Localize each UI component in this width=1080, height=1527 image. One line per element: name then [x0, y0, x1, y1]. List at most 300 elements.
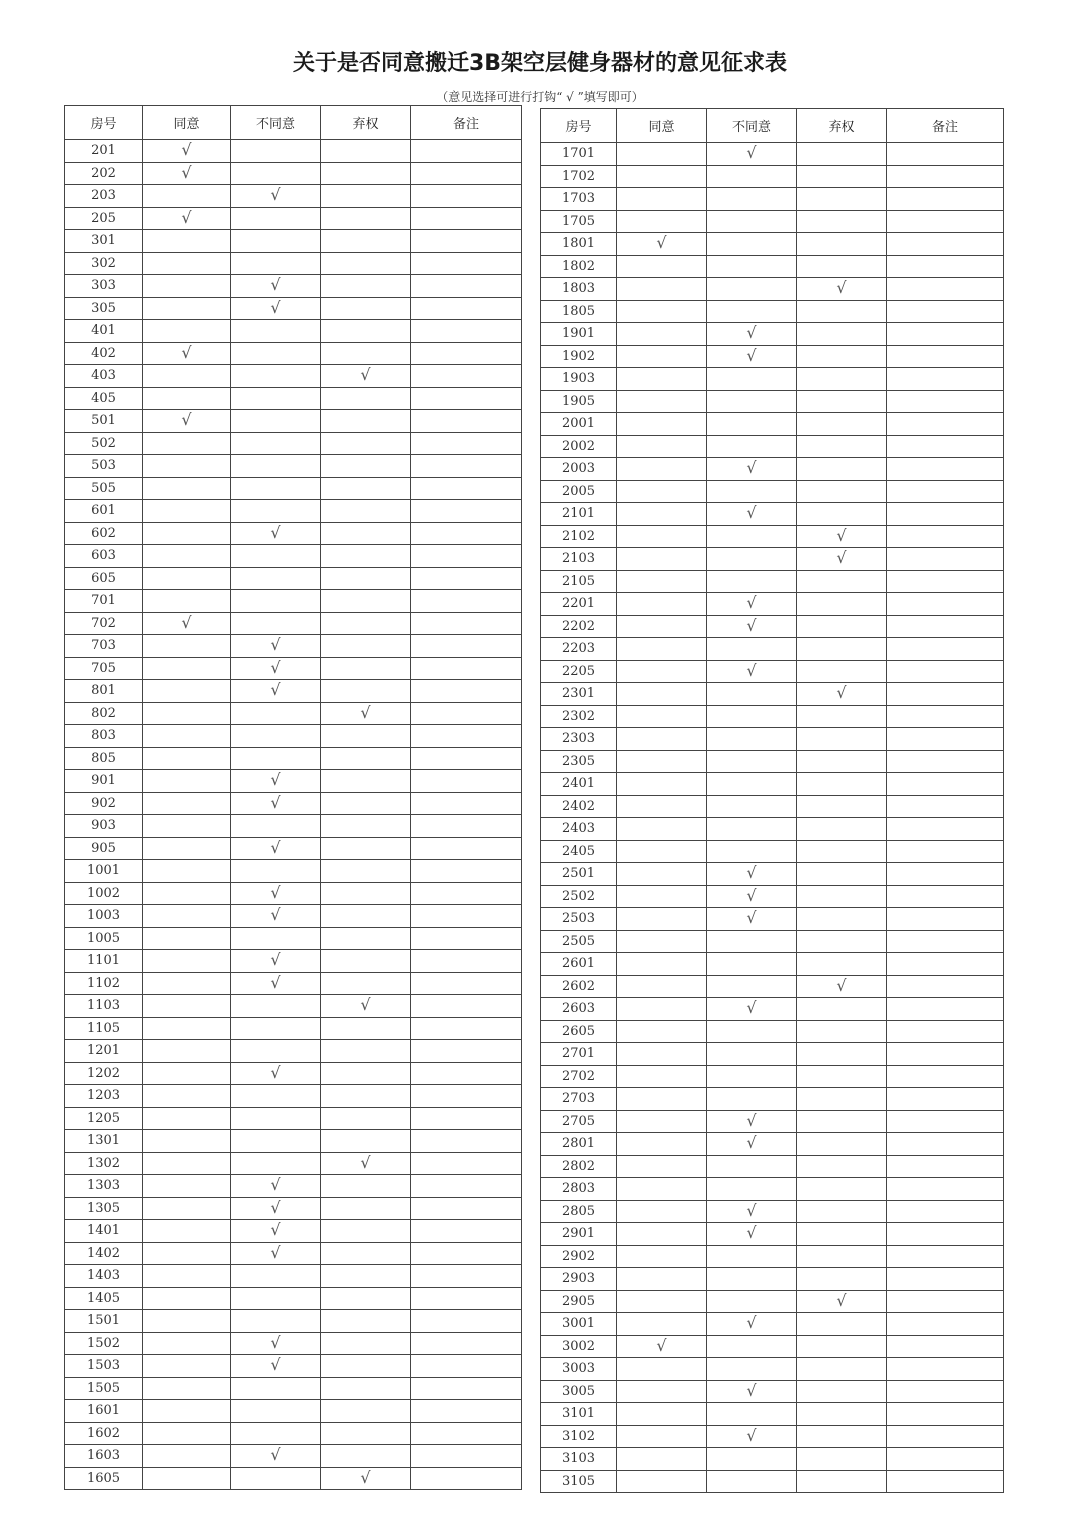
- remarks-cell: [411, 1242, 522, 1265]
- agree-cell: [143, 1265, 231, 1288]
- agree-cell: [143, 1017, 231, 1040]
- disagree-cell: [707, 908, 797, 931]
- table-row: [541, 323, 1004, 346]
- room-number-cell: 801: [65, 680, 143, 703]
- disagree-cell: [707, 435, 797, 458]
- remarks-cell: [887, 300, 1004, 323]
- agree-cell: [143, 927, 231, 950]
- check-mark-icon: √: [746, 458, 757, 478]
- abstain-cell: [797, 975, 887, 998]
- abstain-cell: [797, 278, 887, 301]
- header-disagree: 不同意: [231, 106, 321, 140]
- remarks-cell: [411, 1445, 522, 1468]
- abstain-cell: [797, 548, 887, 571]
- remarks-cell: [887, 188, 1004, 211]
- agree-cell: [617, 683, 707, 706]
- disagree-cell: [231, 320, 321, 343]
- table-row: [65, 365, 522, 388]
- remarks-cell: [411, 1175, 522, 1198]
- abstain-cell: [797, 1065, 887, 1088]
- abstain-cell: [321, 477, 411, 500]
- remarks-cell: [887, 233, 1004, 256]
- header-row: [541, 109, 1004, 143]
- abstain-cell: [797, 953, 887, 976]
- room-number-cell: 203: [65, 185, 143, 208]
- agree-cell: [617, 975, 707, 998]
- table-row: [541, 863, 1004, 886]
- remarks-cell: [887, 773, 1004, 796]
- disagree-cell: [707, 1245, 797, 1268]
- header-disagree: 不同意: [707, 109, 797, 143]
- agree-cell: [617, 480, 707, 503]
- abstain-cell: [321, 275, 411, 298]
- room-number-cell: 2802: [541, 1155, 617, 1178]
- remarks-cell: [411, 635, 522, 658]
- check-mark-icon: √: [656, 1335, 667, 1355]
- remarks-cell: [887, 255, 1004, 278]
- remarks-cell: [887, 390, 1004, 413]
- disagree-cell: [707, 593, 797, 616]
- table-row: [541, 255, 1004, 278]
- abstain-cell: [321, 680, 411, 703]
- table-row: [541, 188, 1004, 211]
- abstain-cell: [321, 725, 411, 748]
- remarks-cell: [411, 567, 522, 590]
- abstain-cell: [321, 297, 411, 320]
- remarks-cell: [887, 1358, 1004, 1381]
- room-number-cell: 301: [65, 230, 143, 253]
- remarks-cell: [887, 480, 1004, 503]
- table-row: [65, 612, 522, 635]
- abstain-cell: [321, 905, 411, 928]
- check-mark-icon: √: [270, 657, 281, 677]
- abstain-cell: [797, 930, 887, 953]
- table-row: [65, 432, 522, 455]
- abstain-cell: [797, 638, 887, 661]
- disagree-cell: [707, 683, 797, 706]
- agree-cell: [617, 233, 707, 256]
- agree-cell: [617, 458, 707, 481]
- check-mark-icon: √: [746, 143, 757, 163]
- disagree-cell: [231, 725, 321, 748]
- agree-cell: [617, 1448, 707, 1471]
- remarks-cell: [411, 1377, 522, 1400]
- table-row: [65, 905, 522, 928]
- agree-cell: [143, 387, 231, 410]
- disagree-cell: [231, 1085, 321, 1108]
- remarks-cell: [887, 165, 1004, 188]
- room-number-cell: 1102: [65, 972, 143, 995]
- room-number-cell: 1302: [65, 1152, 143, 1175]
- table-row: [65, 1062, 522, 1085]
- table-row: [65, 680, 522, 703]
- room-number-cell: 1202: [65, 1062, 143, 1085]
- agree-cell: [617, 953, 707, 976]
- check-mark-icon: √: [270, 297, 281, 317]
- agree-cell: [143, 567, 231, 590]
- agree-cell: [143, 950, 231, 973]
- agree-cell: [617, 660, 707, 683]
- disagree-cell: [231, 1242, 321, 1265]
- agree-cell: [617, 795, 707, 818]
- table-row: [541, 593, 1004, 616]
- room-number-cell: 2402: [541, 795, 617, 818]
- disagree-cell: [231, 1310, 321, 1333]
- room-number-cell: 802: [65, 702, 143, 725]
- room-number-cell: 3003: [541, 1358, 617, 1381]
- room-number-cell: 1705: [541, 210, 617, 233]
- disagree-cell: [231, 387, 321, 410]
- check-mark-icon: √: [270, 792, 281, 812]
- agree-cell: [143, 747, 231, 770]
- room-number-cell: 2003: [541, 458, 617, 481]
- table-row: [541, 1110, 1004, 1133]
- table-row: [541, 1335, 1004, 1358]
- remarks-cell: [887, 1178, 1004, 1201]
- agree-cell: [143, 1377, 231, 1400]
- abstain-cell: [797, 1425, 887, 1448]
- table-row: [541, 818, 1004, 841]
- abstain-cell: [321, 320, 411, 343]
- check-mark-icon: √: [746, 345, 757, 365]
- remarks-cell: [887, 1133, 1004, 1156]
- room-number-cell: 602: [65, 522, 143, 545]
- disagree-cell: [707, 503, 797, 526]
- abstain-cell: [797, 323, 887, 346]
- room-number-cell: 2001: [541, 413, 617, 436]
- table-row: [65, 792, 522, 815]
- disagree-cell: [707, 1133, 797, 1156]
- remarks-cell: [411, 162, 522, 185]
- agree-cell: [143, 882, 231, 905]
- table-row: [541, 300, 1004, 323]
- page-subtitle: （意见选择可进行打钩“ √ ”填写即可）: [436, 90, 644, 104]
- table-row: [541, 458, 1004, 481]
- room-number-cell: 2702: [541, 1065, 617, 1088]
- agree-cell: [617, 1268, 707, 1291]
- remarks-cell: [411, 410, 522, 433]
- remarks-cell: [887, 1223, 1004, 1246]
- abstain-cell: [321, 1422, 411, 1445]
- check-mark-icon: √: [270, 1220, 281, 1240]
- room-number-cell: 605: [65, 567, 143, 590]
- room-number-cell: 2502: [541, 885, 617, 908]
- remarks-cell: [411, 545, 522, 568]
- remarks-cell: [887, 548, 1004, 571]
- abstain-cell: [321, 995, 411, 1018]
- agree-cell: [143, 1220, 231, 1243]
- table-row: [541, 1448, 1004, 1471]
- remarks-cell: [887, 413, 1004, 436]
- disagree-cell: [231, 1197, 321, 1220]
- agree-cell: [617, 1223, 707, 1246]
- header-row: [65, 106, 522, 140]
- table-row: [65, 927, 522, 950]
- room-number-cell: 1603: [65, 1445, 143, 1468]
- table-row: [65, 590, 522, 613]
- abstain-cell: [321, 837, 411, 860]
- abstain-cell: [321, 657, 411, 680]
- room-number-cell: 1003: [65, 905, 143, 928]
- disagree-cell: [707, 413, 797, 436]
- disagree-cell: [707, 548, 797, 571]
- room-number-cell: 2403: [541, 818, 617, 841]
- disagree-cell: [707, 1335, 797, 1358]
- check-mark-icon: √: [270, 635, 281, 655]
- agree-cell: [143, 1287, 231, 1310]
- abstain-cell: [797, 1403, 887, 1426]
- room-number-cell: 905: [65, 837, 143, 860]
- disagree-cell: [707, 165, 797, 188]
- abstain-cell: [321, 590, 411, 613]
- room-number-cell: 2401: [541, 773, 617, 796]
- disagree-cell: [231, 545, 321, 568]
- abstain-cell: [797, 1335, 887, 1358]
- disagree-cell: [231, 950, 321, 973]
- room-number-cell: 1605: [65, 1467, 143, 1490]
- agree-cell: [617, 1200, 707, 1223]
- remarks-cell: [887, 908, 1004, 931]
- disagree-cell: [707, 570, 797, 593]
- header-remarks: 备注: [887, 109, 1004, 143]
- room-number-cell: 1303: [65, 1175, 143, 1198]
- agree-cell: [143, 230, 231, 253]
- disagree-cell: [707, 480, 797, 503]
- table-row: [65, 995, 522, 1018]
- remarks-cell: [887, 930, 1004, 953]
- remarks-cell: [887, 1448, 1004, 1471]
- agree-cell: [617, 278, 707, 301]
- agree-cell: [143, 1445, 231, 1468]
- check-mark-icon: √: [746, 1133, 757, 1153]
- table-row: [65, 342, 522, 365]
- abstain-cell: [321, 500, 411, 523]
- abstain-cell: [321, 567, 411, 590]
- room-number-cell: 1805: [541, 300, 617, 323]
- table-row: [541, 1358, 1004, 1381]
- remarks-cell: [411, 1130, 522, 1153]
- disagree-cell: [707, 728, 797, 751]
- abstain-cell: [797, 863, 887, 886]
- disagree-cell: [231, 1062, 321, 1085]
- abstain-cell: [797, 1155, 887, 1178]
- agree-cell: [143, 500, 231, 523]
- disagree-cell: [231, 207, 321, 230]
- disagree-cell: [707, 1448, 797, 1471]
- check-mark-icon: √: [181, 162, 192, 182]
- disagree-cell: [231, 275, 321, 298]
- disagree-cell: [231, 185, 321, 208]
- check-mark-icon: √: [836, 975, 847, 995]
- table-row: [541, 615, 1004, 638]
- table-row: [541, 278, 1004, 301]
- left-survey-table: [64, 105, 522, 1490]
- room-number-cell: 1702: [541, 165, 617, 188]
- agree-cell: [617, 345, 707, 368]
- table-row: [65, 387, 522, 410]
- disagree-cell: [231, 477, 321, 500]
- agree-cell: [617, 998, 707, 1021]
- room-number-cell: 603: [65, 545, 143, 568]
- remarks-cell: [887, 143, 1004, 166]
- abstain-cell: [797, 1200, 887, 1223]
- agree-cell: [143, 770, 231, 793]
- room-number-cell: 1503: [65, 1355, 143, 1378]
- disagree-cell: [707, 885, 797, 908]
- abstain-cell: [321, 702, 411, 725]
- remarks-cell: [411, 1062, 522, 1085]
- table-row: [541, 683, 1004, 706]
- check-mark-icon: √: [746, 1425, 757, 1445]
- remarks-cell: [887, 593, 1004, 616]
- remarks-cell: [411, 815, 522, 838]
- room-number-cell: 2103: [541, 548, 617, 571]
- remarks-cell: [411, 1422, 522, 1445]
- table-row: [541, 660, 1004, 683]
- disagree-cell: [231, 1017, 321, 1040]
- header-remarks: 备注: [411, 106, 522, 140]
- disagree-cell: [231, 702, 321, 725]
- table-row: [65, 185, 522, 208]
- room-number-cell: 1802: [541, 255, 617, 278]
- table-row: [541, 503, 1004, 526]
- abstain-cell: [321, 972, 411, 995]
- room-number-cell: 2503: [541, 908, 617, 931]
- agree-cell: [143, 275, 231, 298]
- room-number-cell: 3002: [541, 1335, 617, 1358]
- abstain-cell: [321, 1197, 411, 1220]
- agree-cell: [617, 1403, 707, 1426]
- table-row: [65, 567, 522, 590]
- remarks-cell: [411, 747, 522, 770]
- table-row: [65, 635, 522, 658]
- table-row: [541, 210, 1004, 233]
- abstain-cell: [797, 1358, 887, 1381]
- room-number-cell: 1903: [541, 368, 617, 391]
- abstain-cell: [797, 1448, 887, 1471]
- abstain-cell: [797, 413, 887, 436]
- table-row: [65, 162, 522, 185]
- disagree-cell: [231, 1220, 321, 1243]
- abstain-cell: [797, 1110, 887, 1133]
- table-row: [541, 548, 1004, 571]
- agree-cell: [617, 908, 707, 931]
- disagree-cell: [231, 1422, 321, 1445]
- check-mark-icon: √: [746, 503, 757, 523]
- agree-cell: [617, 638, 707, 661]
- table-row: [65, 972, 522, 995]
- agree-cell: [617, 1380, 707, 1403]
- room-number-cell: 2102: [541, 525, 617, 548]
- table-row: [541, 1133, 1004, 1156]
- check-mark-icon: √: [746, 863, 757, 883]
- disagree-cell: [707, 1065, 797, 1088]
- disagree-cell: [707, 188, 797, 211]
- remarks-cell: [887, 1200, 1004, 1223]
- agree-cell: [143, 432, 231, 455]
- remarks-cell: [887, 818, 1004, 841]
- table-row: [65, 657, 522, 680]
- disagree-cell: [707, 1020, 797, 1043]
- room-number-cell: 2002: [541, 435, 617, 458]
- agree-cell: [617, 593, 707, 616]
- check-mark-icon: √: [836, 683, 847, 703]
- room-number-cell: 702: [65, 612, 143, 635]
- disagree-cell: [231, 162, 321, 185]
- remarks-cell: [411, 342, 522, 365]
- agree-cell: [143, 1175, 231, 1198]
- room-number-cell: 2303: [541, 728, 617, 751]
- remarks-cell: [887, 795, 1004, 818]
- abstain-cell: [797, 840, 887, 863]
- room-number-cell: 903: [65, 815, 143, 838]
- table-row: [65, 297, 522, 320]
- room-number-cell: 2602: [541, 975, 617, 998]
- disagree-cell: [231, 1265, 321, 1288]
- agree-cell: [143, 140, 231, 163]
- room-number-cell: 2405: [541, 840, 617, 863]
- agree-cell: [143, 1197, 231, 1220]
- disagree-cell: [707, 278, 797, 301]
- remarks-cell: [411, 657, 522, 680]
- check-mark-icon: √: [360, 1152, 371, 1172]
- room-number-cell: 2305: [541, 750, 617, 773]
- disagree-cell: [231, 1332, 321, 1355]
- room-number-cell: 901: [65, 770, 143, 793]
- room-number-cell: 305: [65, 297, 143, 320]
- table-row: [65, 725, 522, 748]
- abstain-cell: [797, 1245, 887, 1268]
- room-number-cell: 1405: [65, 1287, 143, 1310]
- table-row: [541, 345, 1004, 368]
- table-row: [65, 1445, 522, 1468]
- check-mark-icon: √: [836, 548, 847, 568]
- table-row: [541, 1425, 1004, 1448]
- remarks-cell: [887, 1290, 1004, 1313]
- disagree-cell: [231, 522, 321, 545]
- abstain-cell: [797, 705, 887, 728]
- agree-cell: [617, 210, 707, 233]
- agree-cell: [617, 1065, 707, 1088]
- abstain-cell: [797, 1088, 887, 1111]
- disagree-cell: [707, 1155, 797, 1178]
- room-number-cell: 1703: [541, 188, 617, 211]
- agree-cell: [617, 1290, 707, 1313]
- remarks-cell: [411, 972, 522, 995]
- room-number-cell: 2903: [541, 1268, 617, 1291]
- abstain-cell: [797, 728, 887, 751]
- abstain-cell: [321, 815, 411, 838]
- table-row: [541, 1290, 1004, 1313]
- table-row: [65, 455, 522, 478]
- agree-cell: [143, 455, 231, 478]
- agree-cell: [143, 1310, 231, 1333]
- abstain-cell: [797, 165, 887, 188]
- abstain-cell: [797, 1380, 887, 1403]
- check-mark-icon: √: [746, 1110, 757, 1130]
- disagree-cell: [707, 1178, 797, 1201]
- abstain-cell: [797, 390, 887, 413]
- room-number-cell: 2905: [541, 1290, 617, 1313]
- agree-cell: [143, 995, 231, 1018]
- table-row: [65, 770, 522, 793]
- remarks-cell: [887, 1020, 1004, 1043]
- table-row: [65, 837, 522, 860]
- table-row: [65, 522, 522, 545]
- disagree-cell: [231, 342, 321, 365]
- abstain-cell: [321, 432, 411, 455]
- remarks-cell: [887, 885, 1004, 908]
